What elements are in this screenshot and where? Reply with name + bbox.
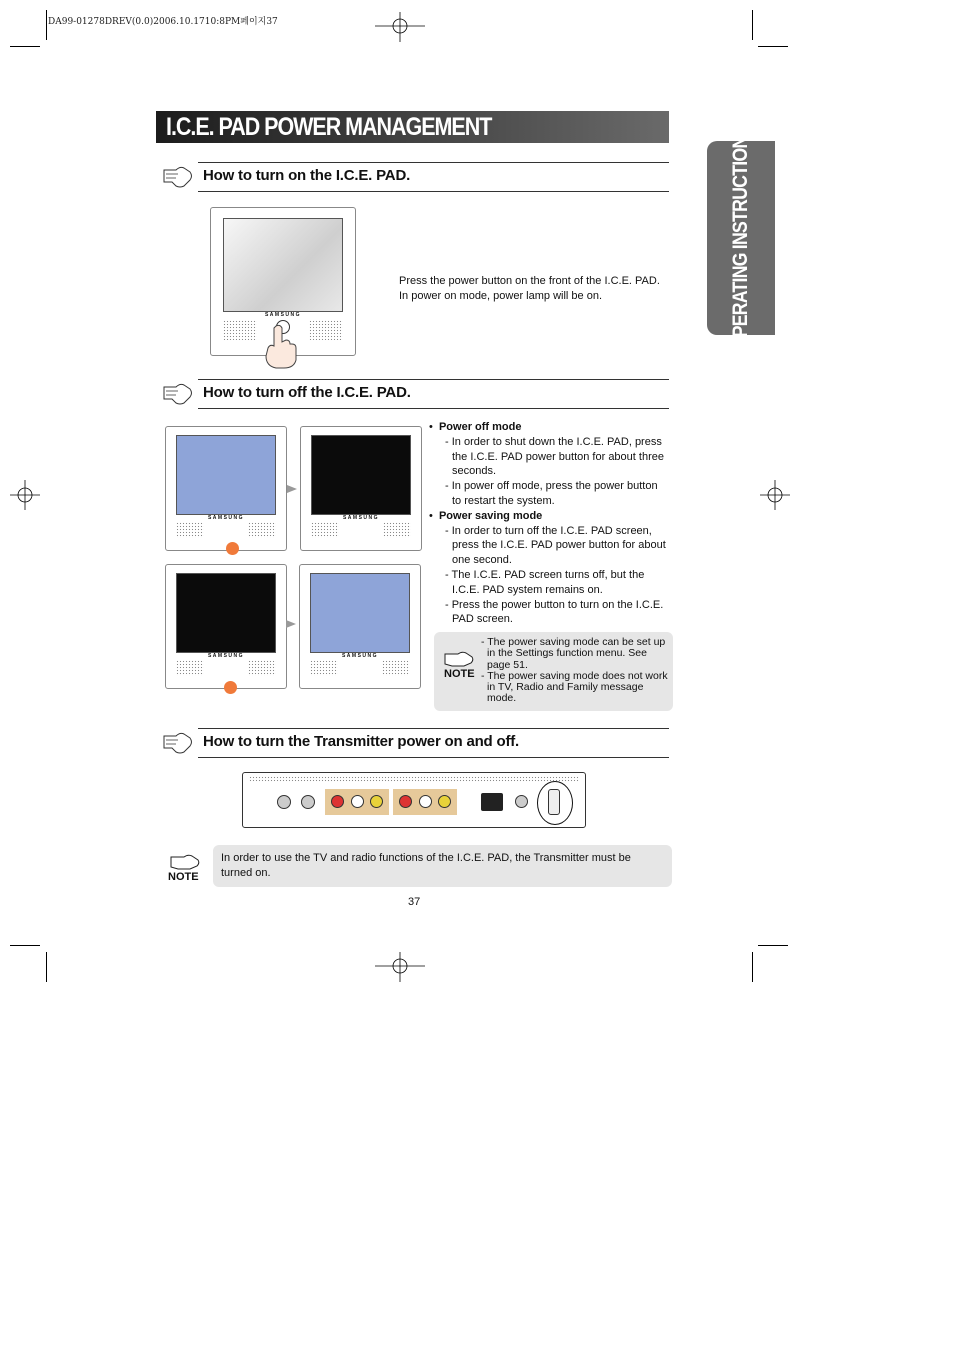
list-item: - The I.C.E. PAD screen turns off, but the I.C.E. PAD system remains on. <box>445 568 645 596</box>
crop-mark <box>46 10 47 40</box>
pointing-hand-icon <box>162 726 194 756</box>
pointing-hand-icon <box>162 160 194 190</box>
note-label: NOTE <box>444 668 475 680</box>
crop-mark <box>10 46 40 47</box>
note-hand-icon <box>170 853 200 871</box>
list-item: - In power off mode, press the power button to restart the system. <box>445 480 658 507</box>
crop-mark <box>752 10 753 40</box>
video-yellow-jack <box>370 795 383 808</box>
note-text: In order to use the TV and radio functions of the I.C.E. PAD, the Transmitter must be turned on. <box>221 852 631 879</box>
speaker-grille-left <box>311 522 339 538</box>
audio-red-jack <box>331 795 344 808</box>
list-item: - Press the power button to turn on the I.C.E. PAD screen. <box>445 598 664 626</box>
device-screen <box>310 573 410 653</box>
turn-on-instructions <box>399 274 669 304</box>
audio-white-jack <box>351 795 364 808</box>
note-label: NOTE <box>168 871 199 883</box>
side-tab <box>707 125 775 351</box>
registration-mark-bottom <box>375 952 425 982</box>
section-heading: How to turn the Transmitter power on and off. <box>203 733 519 750</box>
audio-white-jack <box>419 795 432 808</box>
power-switch-toggle[interactable] <box>548 789 560 815</box>
device-brand: SAMSUNG <box>342 515 380 521</box>
device-screen <box>223 218 343 312</box>
speaker-grille-left <box>176 522 204 538</box>
section-heading: How to turn on the I.C.E. PAD. <box>203 167 411 184</box>
finger-touch-indicator <box>226 542 239 555</box>
radio-am-connector <box>481 793 503 811</box>
speaker-grille-left <box>223 320 257 340</box>
crop-mark <box>752 952 753 982</box>
hand-pressing-icon <box>258 322 302 370</box>
tv-ant-in-jack <box>277 795 291 809</box>
video-yellow-jack <box>438 795 451 808</box>
speaker-grille-left <box>176 660 204 676</box>
section-heading: How to turn off the I.C.E. PAD. <box>203 384 411 401</box>
note-box-transmitter <box>213 845 672 887</box>
device-black-screen-2 <box>165 564 287 689</box>
device-brand: SAMSUNG <box>264 312 302 318</box>
turn-off-instructions <box>429 420 667 627</box>
speaker-grille-right <box>383 522 411 538</box>
transmitter-back-panel <box>242 772 586 828</box>
section-header-turn-on <box>198 162 669 192</box>
section-header-turn-off <box>198 379 669 409</box>
print-header: DA99-01278DREV(0.0)2006.10.1710:8PM페이지37 <box>48 17 278 27</box>
page-number: 37 <box>408 896 421 908</box>
speaker-grille-left <box>310 660 338 676</box>
device-brand: SAMSUNG <box>207 653 245 659</box>
speaker-grille-right <box>248 660 276 676</box>
page-title: I.C.E. PAD POWER MANAGEMENT <box>166 113 492 141</box>
crop-mark <box>10 945 40 946</box>
crop-mark <box>758 46 788 47</box>
device-blue-screen-1 <box>165 426 287 551</box>
device-brand: SAMSUNG <box>341 653 379 659</box>
arrow-right-icon <box>287 485 297 493</box>
crop-mark <box>758 945 788 946</box>
speaker-grille-right <box>382 660 410 676</box>
list-item: - In order to shut down the I.C.E. PAD, press the I.C.E. PAD power button for about three seconds. <box>445 435 664 478</box>
device-brand: SAMSUNG <box>207 515 245 521</box>
device-screen <box>311 435 411 515</box>
crop-mark <box>46 952 47 982</box>
registration-mark-right <box>760 480 790 510</box>
tv-ant-out-jack <box>301 795 315 809</box>
list-item: - In order to turn off the I.C.E. PAD screen, press the I.C.E. PAD power button for about one second. <box>445 524 666 567</box>
vent-strip <box>249 776 579 782</box>
note-box-power-saving <box>434 632 673 711</box>
radio-fm-jack <box>515 795 528 808</box>
audio-red-jack <box>399 795 412 808</box>
speaker-grille-right <box>248 522 276 538</box>
device-black-screen-1 <box>300 426 422 551</box>
note-items <box>481 637 673 705</box>
turn-on-line: Press the power button on the front of the I.C.E. PAD. <box>399 275 660 287</box>
registration-mark-left <box>10 480 40 510</box>
registration-mark-top <box>375 12 425 42</box>
device-screen <box>176 573 276 653</box>
page-title-bar <box>156 111 669 143</box>
pointing-hand-icon <box>162 377 194 407</box>
power-off-mode-heading: • Power off mode <box>429 421 522 433</box>
note-hand-icon <box>444 650 474 668</box>
speaker-grille-right <box>309 320 343 340</box>
section-header-transmitter <box>198 728 669 758</box>
turn-on-line: In power on mode, power lamp will be on. <box>399 289 602 302</box>
side-tab-label: OPERATING INSTRUCTIONS <box>729 125 752 351</box>
device-screen <box>176 435 276 515</box>
arrow-right-icon <box>286 620 296 628</box>
finger-touch-indicator <box>224 681 237 694</box>
power-saving-mode-heading: • Power saving mode <box>429 509 543 522</box>
note-item: - The power saving mode can be set up in the Settings function menu. See page 51. <box>481 636 666 671</box>
note-item: - The power saving mode does not work in TV, Radio and Family message mode. <box>481 669 668 705</box>
device-blue-screen-2 <box>299 564 421 689</box>
